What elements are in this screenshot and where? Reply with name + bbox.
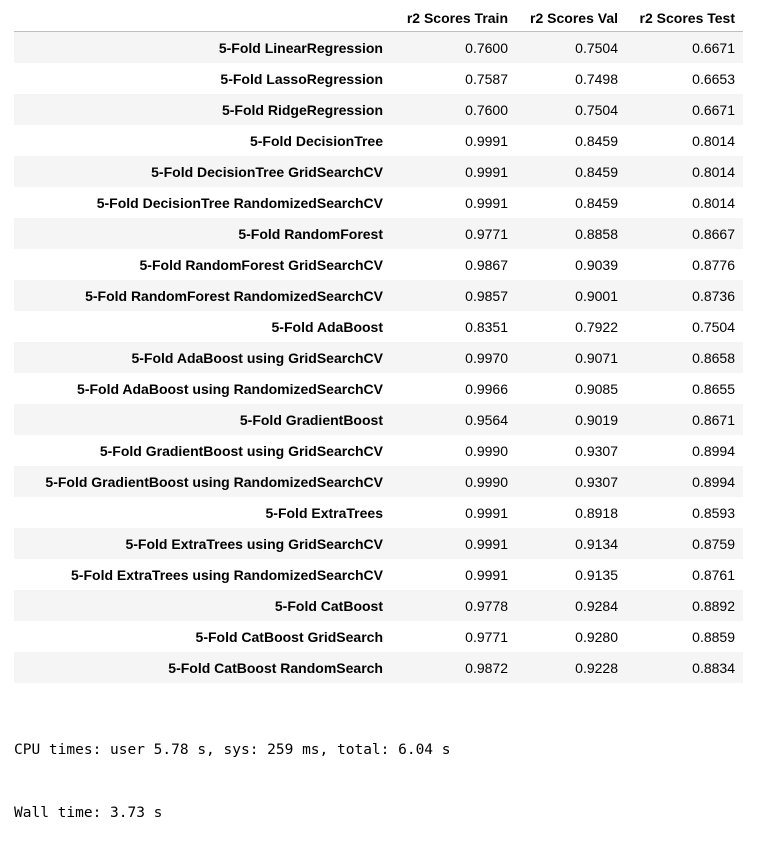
val-score-cell: 0.9085 [575, 380, 618, 397]
test-score-cell: 0.8994 [692, 442, 735, 459]
val-score-cell: 0.9284 [575, 597, 618, 614]
train-score-cell: 0.9564 [465, 411, 508, 428]
cell-stdout [14, 698, 451, 845]
train-score-cell: 0.9991 [465, 163, 508, 180]
train-score-cell: 0.9991 [465, 194, 508, 211]
row-label: 5-Fold GradientBoost [239, 411, 383, 428]
table-row [14, 621, 743, 652]
train-score-cell: 0.9970 [465, 349, 508, 366]
train-score-cell: 0.9991 [465, 566, 508, 583]
table-row [14, 63, 743, 94]
val-score-cell: 0.9134 [575, 535, 618, 552]
test-score-cell: 0.8859 [692, 628, 735, 645]
table-row [14, 280, 743, 311]
test-score-cell: 0.8014 [692, 194, 735, 211]
train-score-cell: 0.9991 [465, 504, 508, 521]
test-score-cell: 0.6671 [692, 101, 735, 118]
test-score-cell: 0.8014 [692, 163, 735, 180]
val-score-cell: 0.9307 [575, 442, 618, 459]
test-score-cell: 0.8667 [692, 225, 735, 242]
row-label: 5-Fold AdaBoost using RandomizedSearchCV [77, 380, 383, 397]
table-row [14, 32, 743, 64]
row-label: 5-Fold LassoRegression [220, 70, 383, 87]
train-score-cell: 0.9778 [465, 597, 508, 614]
test-score-cell: 0.8671 [692, 411, 735, 428]
test-score-cell: 0.8892 [692, 597, 735, 614]
table-row [14, 435, 743, 466]
row-label: 5-Fold RidgeRegression [221, 101, 383, 118]
row-label: 5-Fold RandomForest [238, 225, 383, 242]
table-row [14, 311, 743, 342]
train-score-cell: 0.7587 [465, 70, 508, 87]
train-score-cell: 0.9966 [465, 380, 508, 397]
train-score-cell: 0.9990 [465, 473, 508, 490]
val-score-cell: 0.9228 [575, 659, 618, 676]
train-score-cell: 0.9857 [465, 287, 508, 304]
table-header [14, 4, 743, 32]
row-label: 5-Fold DecisionTree GridSearchCV [151, 163, 383, 180]
row-label: 5-Fold CatBoost RandomSearch [168, 659, 383, 676]
val-score-cell: 0.9039 [575, 256, 618, 273]
table-row [14, 94, 743, 125]
test-score-cell: 0.8658 [692, 349, 735, 366]
val-score-cell: 0.9019 [575, 411, 618, 428]
table-row [14, 125, 743, 156]
test-score-cell: 0.8759 [692, 535, 735, 552]
row-label: 5-Fold AdaBoost [271, 318, 383, 335]
table-row [14, 249, 743, 280]
row-label: 5-Fold AdaBoost using GridSearchCV [131, 349, 383, 366]
train-score-cell: 0.9991 [465, 132, 508, 149]
row-label: 5-Fold CatBoost GridSearch [195, 628, 383, 645]
train-score-cell: 0.9867 [465, 256, 508, 273]
column-header-test: r2 Scores Test [626, 4, 743, 32]
test-score-cell: 0.7504 [692, 318, 735, 335]
row-label: 5-Fold DecisionTree RandomizedSearchCV [96, 194, 383, 211]
row-label: 5-Fold ExtraTrees using RandomizedSearchCV [71, 566, 383, 583]
index-header [14, 4, 391, 32]
table-row [14, 559, 743, 590]
row-label: 5-Fold GradientBoost using GridSearchCV [99, 442, 383, 459]
test-score-cell: 0.8655 [692, 380, 735, 397]
table-body [14, 32, 743, 684]
table-row [14, 342, 743, 373]
row-label: 5-Fold CatBoost [274, 597, 383, 614]
test-score-cell: 0.6671 [692, 39, 735, 56]
val-score-cell: 0.8459 [575, 194, 618, 211]
test-score-cell: 0.8761 [692, 566, 735, 583]
train-score-cell: 0.8351 [465, 318, 508, 335]
wall-time-line: Wall time: 3.73 s [14, 805, 163, 821]
val-score-cell: 0.7498 [575, 70, 618, 87]
val-score-cell: 0.9135 [575, 566, 618, 583]
table-row [14, 466, 743, 497]
row-label: 5-Fold ExtraTrees using GridSearchCV [125, 535, 383, 552]
row-label: 5-Fold DecisionTree [249, 132, 383, 149]
test-score-cell: 0.8593 [692, 504, 735, 521]
train-score-cell: 0.9872 [465, 659, 508, 676]
table-row [14, 218, 743, 249]
val-score-cell: 0.7504 [575, 101, 618, 118]
r2-scores-table [14, 4, 743, 683]
val-score-cell: 0.9071 [575, 349, 618, 366]
header-row [14, 4, 743, 32]
train-score-cell: 0.9771 [465, 225, 508, 242]
val-score-cell: 0.8459 [575, 132, 618, 149]
table-row [14, 373, 743, 404]
train-score-cell: 0.7600 [465, 101, 508, 118]
table-row [14, 404, 743, 435]
table-row [14, 528, 743, 559]
val-score-cell: 0.9280 [575, 628, 618, 645]
train-score-cell: 0.9771 [465, 628, 508, 645]
dataframe-output [14, 4, 743, 683]
train-score-cell: 0.9990 [465, 442, 508, 459]
val-score-cell: 0.8858 [575, 225, 618, 242]
table-row [14, 187, 743, 218]
column-header-train: r2 Scores Train [391, 4, 516, 32]
row-label: 5-Fold RandomForest GridSearchCV [139, 256, 383, 273]
train-score-cell: 0.7600 [465, 39, 508, 56]
row-label: 5-Fold GradientBoost using RandomizedSearchCV [45, 473, 383, 490]
column-header-val: r2 Scores Val [516, 4, 626, 32]
val-score-cell: 0.8459 [575, 163, 618, 180]
table-row [14, 156, 743, 187]
test-score-cell: 0.6653 [692, 70, 735, 87]
test-score-cell: 0.8994 [692, 473, 735, 490]
val-score-cell: 0.9001 [575, 287, 618, 304]
val-score-cell: 0.7922 [575, 318, 618, 335]
row-label: 5-Fold RandomForest RandomizedSearchCV [85, 287, 383, 304]
train-score-cell: 0.9991 [465, 535, 508, 552]
val-score-cell: 0.8918 [575, 504, 618, 521]
cpu-times-line: CPU times: user 5.78 s, sys: 259 ms, total: 6.04 s [14, 742, 451, 758]
row-label: 5-Fold LinearRegression [218, 39, 383, 56]
test-score-cell: 0.8834 [692, 659, 735, 676]
table-row [14, 590, 743, 621]
table-row [14, 652, 743, 683]
val-score-cell: 0.7504 [575, 39, 618, 56]
test-score-cell: 0.8776 [692, 256, 735, 273]
test-score-cell: 0.8014 [692, 132, 735, 149]
table-row [14, 497, 743, 528]
row-label: 5-Fold ExtraTrees [265, 504, 383, 521]
test-score-cell: 0.8736 [692, 287, 735, 304]
val-score-cell: 0.9307 [575, 473, 618, 490]
